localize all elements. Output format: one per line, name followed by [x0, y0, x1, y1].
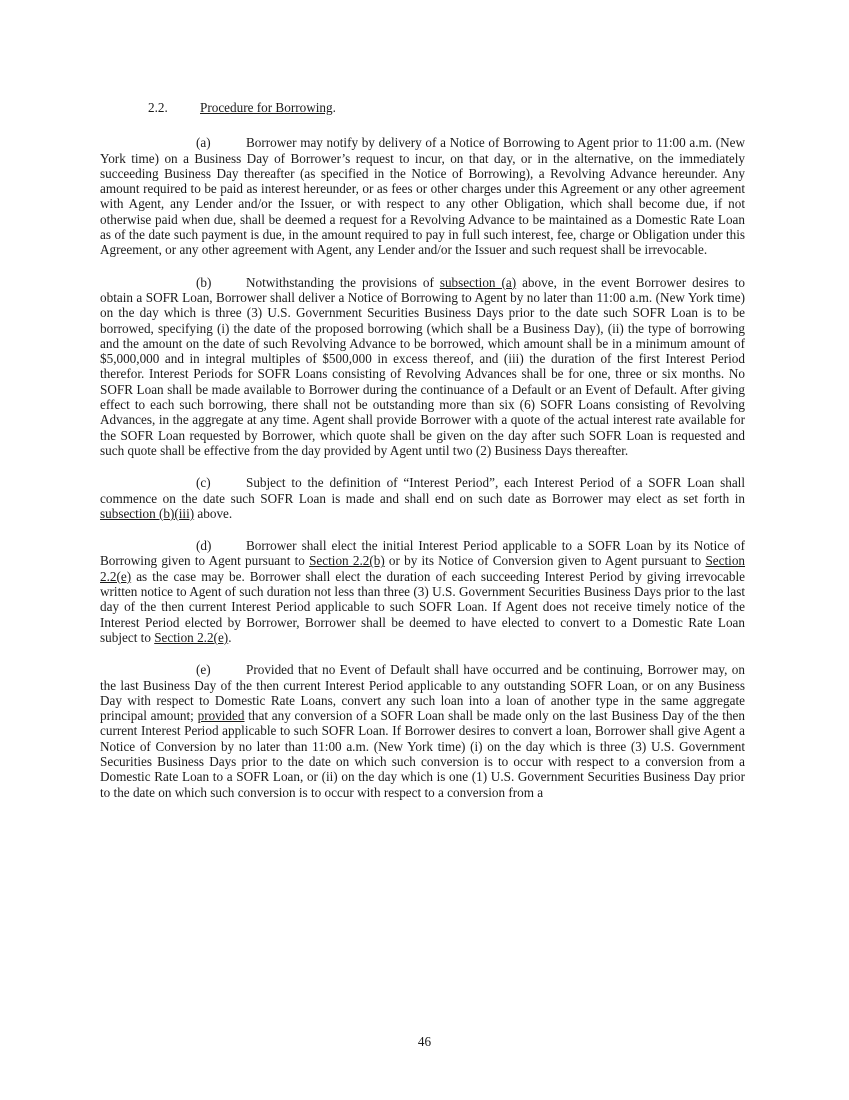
paragraph-label: (e): [196, 662, 211, 678]
paragraph-text: Subject to the definition of “Interest Period”, each Interest Period of a SOFR Loan shall commence on the date such SOFR Loan is made and shall end on such date as Borrower may elect as set forth in: [100, 475, 745, 506]
paragraph-e: [100, 662, 745, 800]
section-number: 2.2.: [148, 100, 168, 115]
paragraph-label: (b): [196, 274, 212, 290]
section-title: Procedure for Borrowing: [200, 100, 333, 115]
paragraph-text: or by its Notice of Conversion given to Agent pursuant to: [384, 553, 706, 569]
cross-reference: subsection (a): [439, 274, 517, 290]
paragraph-a: [100, 135, 745, 257]
page-body: [100, 100, 745, 800]
paragraph-text: as the case may be. Borrower shall elect the duration of each succeeding Interest Period by giving irrevocable written notice to Agent of such duration not less than three (3) U.S. Government Securities Business Days prior to the last day of the then current Interest Period applicable to such SOFR Loan. If Agent does not receive timely notice of the Interest Period elected by Borrower, Borrower shall be deemed to have elected to convert to a Domestic Rate Loan subject to: [100, 568, 745, 645]
paragraph-text: above, in the event Borrower desires to obtain a SOFR Loan, Borrower shall deliver a Notice of Borrowing to Agent by no later than 11:00 a.m. (New York time) on the day which is three (3) U.S. Government Securities Business Days prior to the date such SOFR Loan is to be borrowed, specifying (i) the date of the proposed borrowing (which shall be a Business Day), (ii) the type of borrowing and the amount on the date of such Revolving Advance to be borrowed, which amount shall be in a minimum amount of $5,000,000 and in integral multiples of $500,000 in excess thereof, and (iii) the duration of the first Interest Period therefor. Interest Periods for SOFR Loans consisting of Revolving Advances shall be for one, three or six months. No SOFR Loan shall be made available to Borrower during the continuance of a Default or an Event of Default. After giving effect to each such borrowing, there shall not be outstanding more than six (6) SOFR Loans consisting of Revolving Advances, in the aggregate at any time. Agent shall provide Borrower with a quote of the actual interest rate available for the SOFR Loan requested by Borrower, which quote shall be given on the day after such SOFR Loan is requested and such quote shall be effective from the day provided by Agent until two (2) Business Days thereafter.: [100, 274, 745, 458]
paragraph-d: [100, 538, 745, 645]
paragraph-text: .: [228, 629, 232, 645]
paragraph-c: [100, 475, 745, 521]
paragraph-label: (a): [196, 135, 211, 151]
cross-reference: subsection (b)(iii): [100, 505, 195, 521]
paragraph-label: (d): [196, 538, 212, 554]
paragraph-text: above.: [194, 505, 233, 521]
paragraph-text: Borrower may notify by delivery of a Notice of Borrowing to Agent prior to 11:00 a.m. (New York time) on a Business Day of Borrower’s request to incur, on that day, or in the alternative, on the immediately succeeding Business Day thereafter (as specified in the Notice of Borrowing), a Revolving Advance hereunder. Any amount required to be paid as interest hereunder, or as fees or other charges under this Agreement or any other agreement with Agent, any Lender and/or the Issuer, or with respect to any other Obligation, which shall become due, if not otherwise paid when due, shall be deemed a request for a Revolving Advance to be maintained as a Domestic Rate Loan as of the date such payment is due, in the amount required to pay in full such interest, fee, charge or Obligation under this Agreement, or any other agreement with Agent, any Lender and/or the Issuer and such request shall be irrevocable.: [100, 135, 745, 258]
cross-reference: Section 2.2(e): [100, 553, 746, 584]
section-title-suffix: .: [332, 100, 336, 115]
paragraph-label: (c): [196, 475, 211, 491]
paragraph-text: that any conversion of a SOFR Loan shall be made only on the last Business Day of the then current Interest Period applicable to such SOFR Loan. If Borrower desires to convert a loan, Borrower shall give Agent a Notice of Conversion by no later than 11:00 a.m. (New York time) (i) on the day which is three (3) U.S. Government Securities Business Days prior to the date on which such conversion is to occur with respect to a conversion from a Domestic Rate Loan to a SOFR Loan, or (ii) on the day which is one (1) U.S. Government Securities Business Day prior to the date on which such conversion is to occur with respect to a conversion from a: [100, 708, 745, 800]
cross-reference: Section 2.2(e): [154, 629, 229, 645]
section-heading: [148, 100, 745, 115]
cross-reference: Section 2.2(b): [309, 553, 385, 569]
paragraph-b: [100, 275, 745, 459]
paragraph-text: Provided that no Event of Default shall have occurred and be continuing, Borrower may, on the last Business Day of the then current Interest Period applicable to any outstanding SOFR Loan, or on any Business Day with respect to Domestic Rate Loans, convert any such loan into a loan of another type in the same aggregate principal amount;: [100, 662, 745, 724]
page-number: 46: [417, 1034, 432, 1049]
paragraph-text: Notwithstanding the provisions of: [246, 274, 440, 290]
paragraph-text: Borrower shall elect the initial Interest Period applicable to a SOFR Loan by its Notice of Borrowing given to Agent pursuant to: [100, 538, 745, 569]
defined-term: provided: [197, 708, 245, 724]
